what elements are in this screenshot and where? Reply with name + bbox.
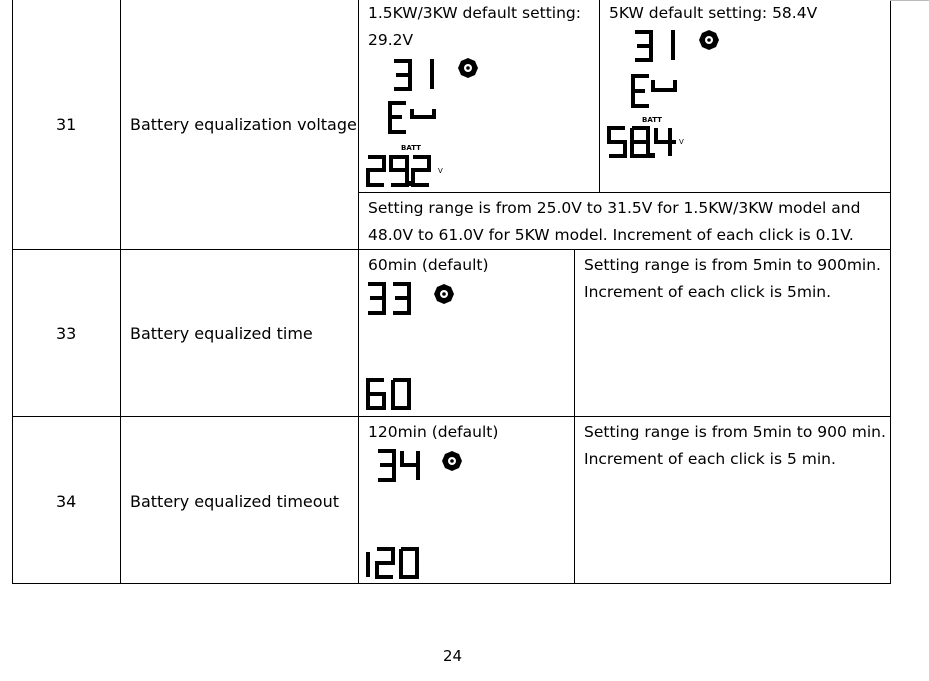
row33-default: 60min (default): [368, 256, 489, 274]
lcd-decimal-point: [650, 153, 655, 158]
lcd-display-33: [364, 280, 484, 415]
gear-icon: [434, 284, 454, 304]
lcd-display-34: [364, 447, 484, 582]
row33-note-line1: Setting range is from 5min to 900min.: [584, 256, 881, 274]
table-bottom-border: [12, 583, 891, 584]
lcd-value-digits: [368, 549, 417, 577]
top-right-border-stub: [890, 0, 929, 1]
row-number-34: 34: [56, 492, 77, 511]
lcd-display-31-right: [605, 28, 725, 168]
lcd-batt-label: BATT: [642, 116, 662, 124]
gear-icon: [458, 58, 478, 78]
row31-col-split: [599, 0, 600, 193]
table-col-divider-1: [120, 0, 121, 584]
page-number: 24: [443, 647, 463, 665]
gear-icon: [442, 451, 462, 471]
lcd-batt-label: BATT: [401, 144, 421, 152]
table-col-divider-2: [358, 0, 359, 584]
lcd-unit: V: [679, 138, 684, 146]
row31-default-right: 5KW default setting: 58.4V: [609, 4, 818, 22]
lcd-value-digits: [368, 380, 409, 408]
row-divider-33-34: [12, 416, 891, 417]
gear-icon: [699, 30, 719, 50]
lcd-code-digits: [635, 30, 673, 60]
row34-default: 120min (default): [368, 423, 499, 441]
row-name-31: Battery equalization voltage: [130, 115, 357, 134]
lcd-param-digits: [633, 76, 675, 106]
table-right-border: [890, 0, 891, 584]
lcd-value-digits: [609, 128, 676, 156]
row31-note-line2: 48.0V to 61.0V for 5KW model. Increment of each click is 0.1V.: [368, 226, 854, 244]
lcd-display-31-left: [364, 55, 484, 195]
row31-note-line1: Setting range is from 25.0V to 31.5V for 1.5KW/3KW model and: [368, 199, 861, 217]
lcd-unit: V: [438, 167, 443, 175]
row31-default-left-line2: 29.2V: [368, 31, 414, 49]
lcd-decimal-point: [409, 181, 414, 186]
lcd-code-digits: [394, 59, 432, 89]
row33-col-split: [574, 249, 575, 417]
row-number-31: 31: [56, 115, 77, 134]
row34-note-line2: Increment of each click is 5 min.: [584, 450, 836, 468]
lcd-code-digits: [368, 284, 409, 313]
row34-col-split: [574, 416, 575, 584]
row-number-33: 33: [56, 324, 77, 343]
row-name-34: Battery equalized timeout: [130, 492, 339, 511]
row-name-33: Battery equalized time: [130, 324, 313, 343]
lcd-code-digits: [378, 451, 418, 480]
row-divider-31-33: [12, 249, 891, 250]
lcd-param-digits: [390, 103, 434, 132]
lcd-value-digits: [368, 157, 429, 185]
table-left-border: [12, 0, 13, 584]
row31-default-left-line1: 1.5KW/3KW default setting:: [368, 4, 581, 22]
row34-note-line1: Setting range is from 5min to 900 min.: [584, 423, 886, 441]
row33-note-line2: Increment of each click is 5min.: [584, 283, 832, 301]
